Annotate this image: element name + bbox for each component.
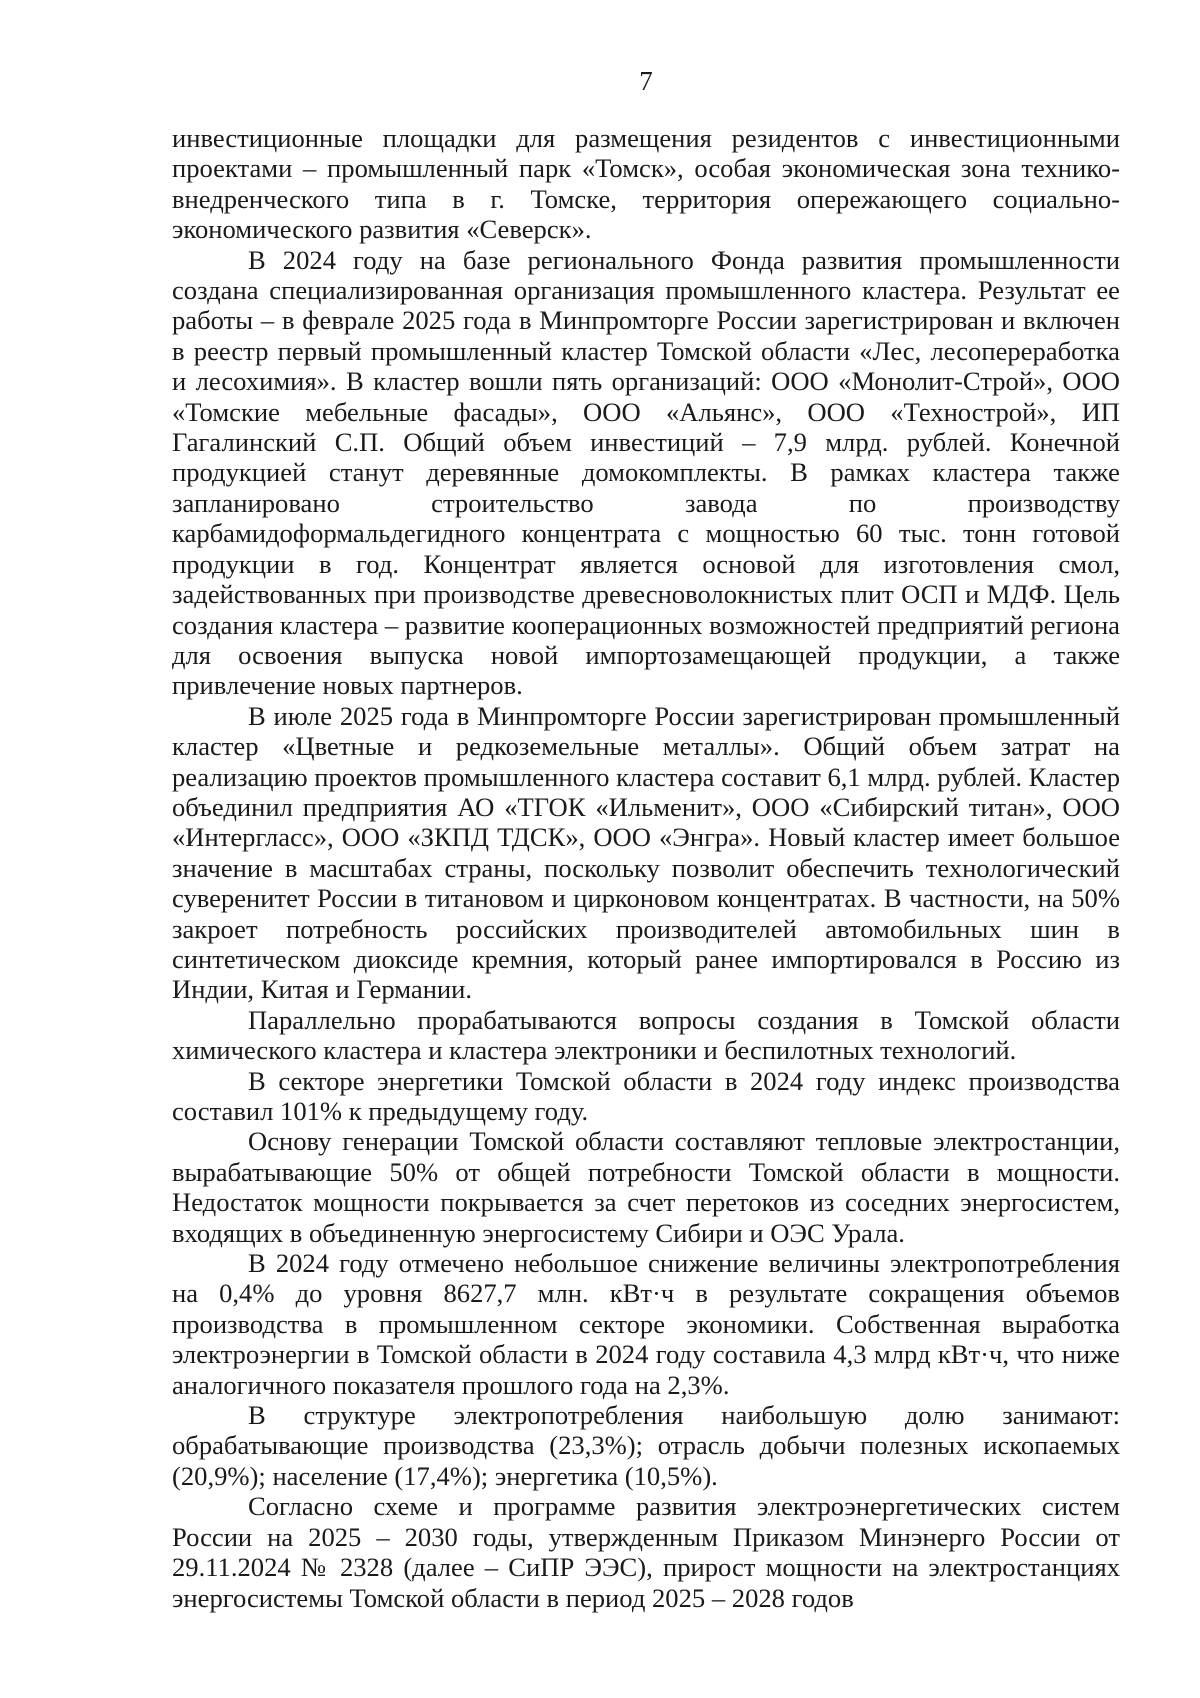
paragraph-generation: Основу генерации Томской области составляют тепловые электростанции, вырабатывающие 50% от общей потребности Томской области в мощности. Недостаток мощности покрывается за счет перетоков из соседних энергосистем, входящих в объединенную энергосистему Сибири и ОЭС Урала. bbox=[172, 1126, 1120, 1248]
paragraph-new-clusters: Параллельно прорабатываются вопросы создания в Томской области химического кластера и кластера электроники и беспилотных технологий. bbox=[172, 1004, 1120, 1066]
paragraph-sipr: Согласно схеме и программе развития электроэнергетических систем России на 2025 – 2030 годы, утвержденным Приказом Минэнерго России от 29.11.2024 № 2328 (далее – СиПР ЭЭС), прирост мощности на электростанциях энергосистемы Томской области в период 2025 – 2028 годов bbox=[172, 1491, 1120, 1613]
paragraph-energy-index: В секторе энергетики Томской области в 2024 году индекс производства составил 101% к предыдущему году. bbox=[172, 1065, 1120, 1126]
paragraph-forest-cluster: В 2024 году на базе регионального Фонда развития промышленности создана специализированная организация промышленного кластера. Результат ее работы – в феврале 2025 года в Минпромторге России зарегистрирован и включен в реестр первый промышленный кластер Томской области «Лес, лесопереработка и лесохимия». В кластер вошли пять организаций: ООО «Монолит-Строй», ООО «Томские мебельные фасады», ООО «Альянс», ООО «Технострой», ИП Гагалинский С.П. Общий объем инвестиций – 7,9 млрд. рублей. Конечной продукцией станут деревянные домокомплекты. В рамках кластера также запланировано строительство завода по производству карбамидоформальдегидного концентрата с мощностью 60 тыс. тонн готовой продукции в год. Концентрат является основой для изготовления смол, задействованных при производстве древесноволокнистых плит ОСП и МДФ. Цель создания кластера – развитие кооперационных возможностей предприятий региона для освоения выпуска новой импортозамещающей продукции, а также привлечение новых партнеров. bbox=[172, 244, 1120, 701]
paragraph-consumption-structure: В структуре электропотребления наибольшую долю занимают: обрабатывающие производства (23,3%); отрасль добычи полезных ископаемых (20,9%); население (17,4%); энергетика (10,5%). bbox=[172, 1400, 1120, 1491]
paragraph-metals-cluster: В июле 2025 года в Минпромторге России зарегистрирован промышленный кластер «Цветные и редкоземельные металлы». Общий объем затрат на реализацию проектов промышленного кластера составит 6,1 млрд. рублей. Кластер объединил предприятия АО «ТГОК «Ильменит», ООО «Сибирский титан», ООО «Интергласс», ООО «ЗКПД ТДСК», ООО «Энгра». Новый кластер имеет большое значение в масштабах страны, поскольку позволит обеспечить технологический суверенитет России в титановом и цирконовом концентратах. В частности, на 50% закроет потребность российских производителей автомобильных шин в синтетическом диоксиде кремния, который ранее импортировался в Россию из Индии, Китая и Германии. bbox=[172, 700, 1120, 1005]
page-number: 7 bbox=[639, 66, 653, 96]
paragraph-consumption: В 2024 году отмечено небольшое снижение величины электропотребления на 0,4% до уровня 8627,7 млн. кВт·ч в результате сокращения объемов производства в промышленном секторе экономики. Собственная выработка электроэнергии в Томской области в 2024 году составила 4,3 млрд кВт·ч, что ниже аналогичного показателя прошлого года на 2,3%. bbox=[172, 1248, 1120, 1400]
paragraph-continuation: инвестиционные площадки для размещения резидентов с инвестиционными проектами – промышленный парк «Томск», особая экономическая зона технико-внедренческого типа в г. Томске, территория опережающего социально-экономического развития «Северск». bbox=[172, 123, 1120, 245]
document-body bbox=[172, 123, 1120, 1613]
